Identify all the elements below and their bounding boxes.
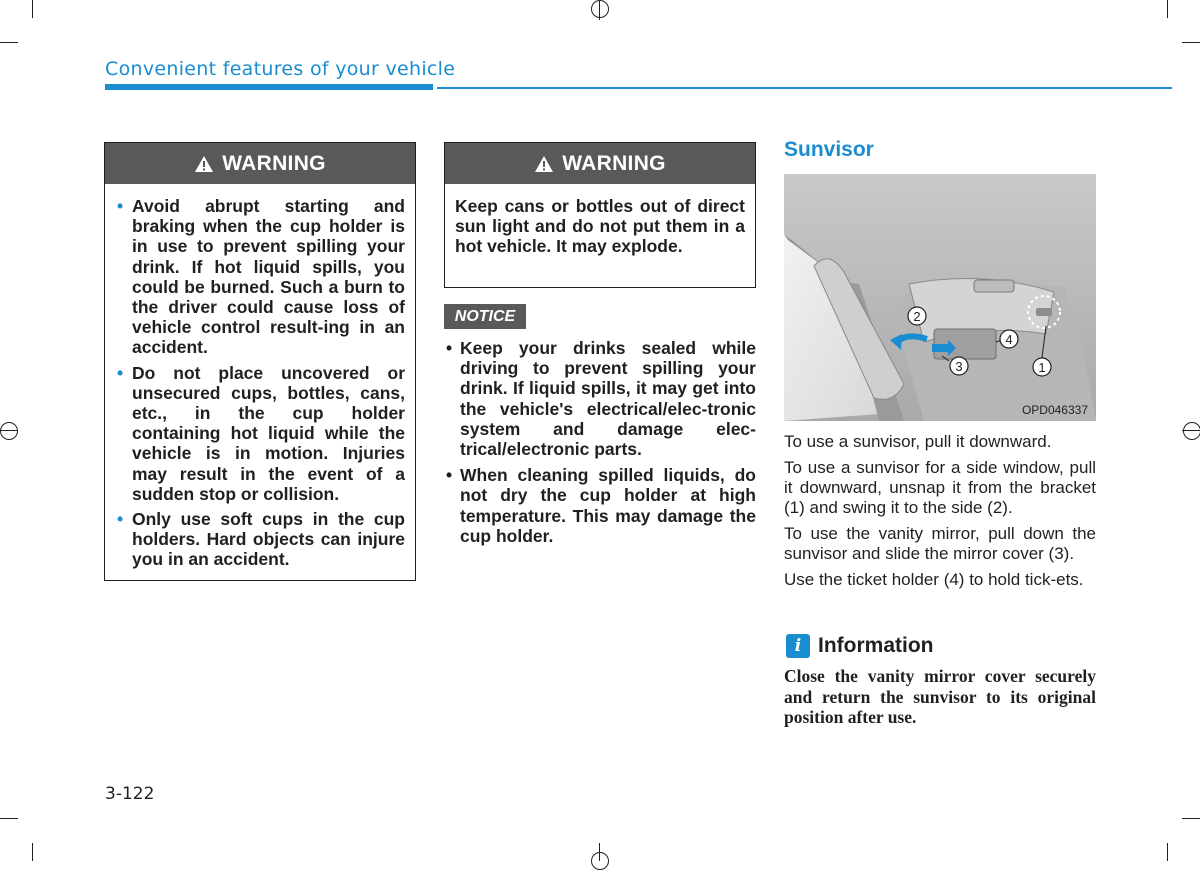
information-icon: i [786,634,810,658]
crop-mark [32,0,33,18]
notice-item: • When cleaning spilled liquids, do not dry the cup holder at high temperature. This may damage the cup holder. [444,465,756,546]
registration-mark [1183,422,1200,440]
sunvisor-illustration [784,174,1096,421]
callout-label: 1 [1038,360,1046,375]
crop-mark [1167,0,1168,18]
warning-body [105,184,415,585]
crop-mark [1167,843,1168,861]
body-paragraph: To use a sunvisor, pull it downward. [784,432,1052,451]
body-paragraph: Use the ticket holder (4) to hold tick-ets. [784,570,1084,589]
warning-box-left [104,142,416,581]
information-heading-row [786,634,934,658]
warning-triangle-icon [534,155,554,173]
body-paragraph: To use the vanity mirror, pull down the sunvisor and slide the mirror cover (3). [784,524,1096,563]
warning-item: • Do not place uncovered or unsecured cups, bottles, cans, etc., in the cup holder containing hot liquid while the vehicle is in motion. Injuries may result in the event of a sudden stop or collision. [117,363,405,504]
information-heading: Information [818,634,934,657]
notice-item: • Keep your drinks sealed while driving to prevent spilling your drink. If liquid spills, it may get into the vehicle's electrical/elec-tronic system and damage elec-trical/electronic parts. [444,338,756,459]
callout-label: 3 [955,359,963,374]
crop-mark [1182,42,1200,43]
warning-header [105,143,415,184]
crop-mark [0,818,18,819]
information-text: Close the vanity mirror cover securely and return the sunvisor to its original position after use. [784,666,1096,727]
sunvisor-image [784,174,1096,421]
registration-mark [591,0,609,18]
section-header: Convenient features of your vehicle [105,58,456,80]
crop-mark [32,843,33,861]
warning-item: • Only use soft cups in the cup holders. Hard objects can injure you in an accident. [117,509,405,570]
callout-label: 2 [913,309,921,324]
warning-body [445,184,755,267]
warning-box-middle [444,142,756,288]
warning-text: Keep cans or bottles out of direct sun light and do not put them in a hot vehicle. It may explode. [455,196,745,257]
warning-triangle-icon [194,155,214,173]
registration-mark [591,852,609,870]
image-code: OPD046337 [1021,403,1088,417]
crop-mark [0,42,18,43]
warning-header [445,143,755,184]
warning-heading: WARNING [562,151,666,175]
page-number: 3-122 [105,784,155,804]
warning-item: • Avoid abrupt starting and braking when the cup holder is in use to prevent spilling your drink. If hot liquid spills, you could be burned. Such a burn to the driver could cause loss of vehicle control result-ing in an accident. [117,196,405,358]
header-rule-thick [105,84,433,90]
registration-mark [0,422,18,440]
notice-list [444,338,756,552]
notice-label: NOTICE [444,304,526,329]
header-rule-thin [437,87,1172,89]
callout-label: 4 [1005,332,1013,347]
warning-heading: WARNING [222,151,326,175]
crop-mark [1182,818,1200,819]
body-paragraph: To use a sunvisor for a side window, pull it downward, unsnap it from the bracket (1) and swing it to the side (2). [784,458,1096,517]
section-title: Sunvisor [784,138,874,161]
